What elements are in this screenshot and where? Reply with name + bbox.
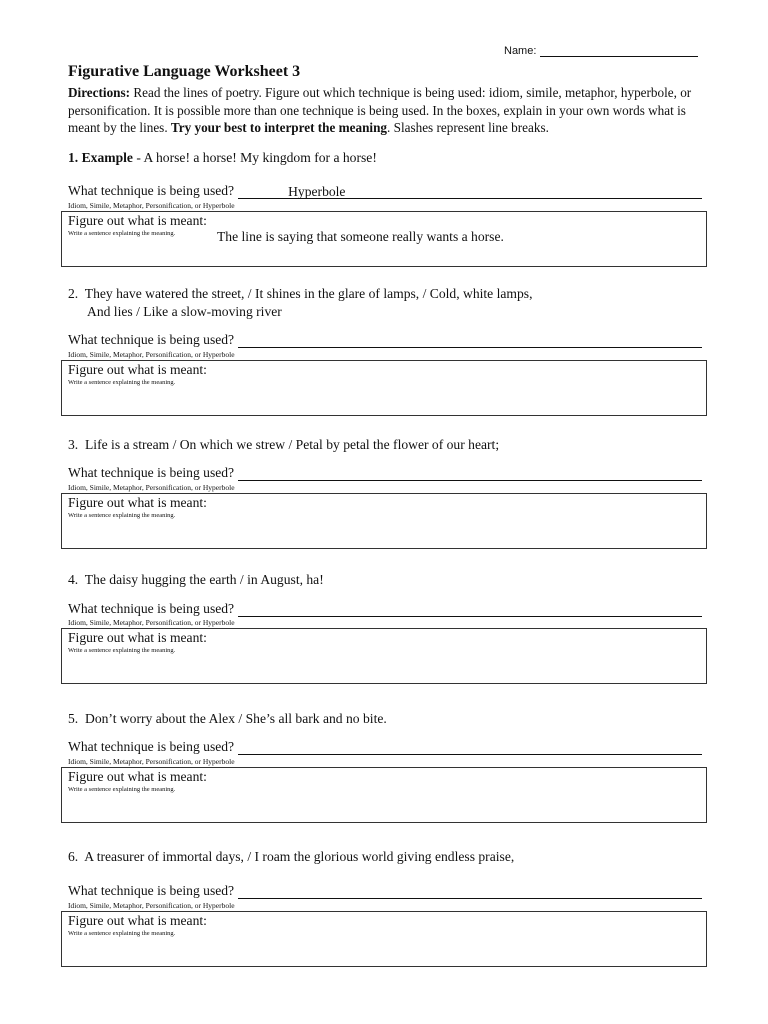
technique-answer-3[interactable] xyxy=(238,467,702,481)
meaning-box-1[interactable] xyxy=(61,211,707,267)
technique-row-2 xyxy=(68,332,702,348)
box-subtitle: Write a sentence explaining the meaning. xyxy=(68,647,176,654)
question-text: - A horse! a horse! My kingdom for a horse! xyxy=(132,150,377,165)
technique-answer-2[interactable] xyxy=(238,334,702,348)
technique-answer-5[interactable] xyxy=(238,741,702,755)
box-title: Figure out what is meant: xyxy=(68,769,207,784)
box-title: Figure out what is meant: xyxy=(68,630,207,645)
directions-label: Directions: xyxy=(68,85,131,100)
technique-hint: Idiom, Simile, Metaphor, Personification, or Hyperbole xyxy=(68,901,235,910)
meaning-box-2[interactable] xyxy=(61,360,707,416)
question-4 xyxy=(68,571,708,589)
technique-row-6 xyxy=(68,883,702,899)
directions xyxy=(68,84,708,137)
box-title: Figure out what is meant: xyxy=(68,213,207,228)
example-label: Example xyxy=(81,150,133,165)
technique-answer-4[interactable] xyxy=(238,603,702,617)
question-number: 6. xyxy=(68,849,79,864)
meaning-answer-1: The line is saying that someone really wants a horse. xyxy=(217,229,504,244)
question-text: Don’t worry about the Alex / She’s all bark and no bite. xyxy=(85,711,387,726)
name-label: Name: xyxy=(504,45,537,57)
box-title: Figure out what is meant: xyxy=(68,913,207,928)
question-1 xyxy=(68,149,708,167)
technique-answer-1[interactable]: Hyperbole xyxy=(238,185,702,199)
box-title: Figure out what is meant: xyxy=(68,362,207,377)
question-number: 2. xyxy=(68,286,79,301)
technique-hint: Idiom, Simile, Metaphor, Personification, or Hyperbole xyxy=(68,483,235,492)
question-number: 4. xyxy=(68,572,79,587)
question-number: 5. xyxy=(68,711,79,726)
technique-hint: Idiom, Simile, Metaphor, Personification, or Hyperbole xyxy=(68,618,235,627)
technique-prompt: What technique is being used? xyxy=(68,332,235,347)
technique-hint: Idiom, Simile, Metaphor, Personification, or Hyperbole xyxy=(68,201,235,210)
technique-row-4 xyxy=(68,601,702,617)
technique-hint: Idiom, Simile, Metaphor, Personification, or Hyperbole xyxy=(68,350,235,359)
name-input-line[interactable] xyxy=(540,45,698,57)
technique-prompt: What technique is being used? xyxy=(68,183,235,198)
meaning-box-6[interactable] xyxy=(61,911,707,967)
box-subtitle: Write a sentence explaining the meaning. xyxy=(68,930,176,937)
question-number: 1. xyxy=(68,150,79,165)
question-text: Life is a stream / On which we strew / Petal by petal the flower of our heart; xyxy=(85,437,500,452)
question-3 xyxy=(68,436,708,454)
box-subtitle: Write a sentence explaining the meaning. xyxy=(68,512,176,519)
name-row xyxy=(504,45,698,57)
question-text-line-2: And lies / Like a slow-moving river xyxy=(87,304,282,319)
technique-row-5 xyxy=(68,739,702,755)
box-subtitle: Write a sentence explaining the meaning. xyxy=(68,230,176,237)
technique-answer-6[interactable] xyxy=(238,885,702,899)
question-text: The daisy hugging the earth / in August, ha! xyxy=(84,572,324,587)
directions-text-2: . Slashes represent line breaks. xyxy=(387,120,549,135)
technique-prompt: What technique is being used? xyxy=(68,465,235,480)
box-subtitle: Write a sentence explaining the meaning. xyxy=(68,786,176,793)
meaning-box-5[interactable] xyxy=(61,767,707,823)
technique-row-1 xyxy=(68,183,702,199)
meaning-box-4[interactable] xyxy=(61,628,707,684)
box-subtitle: Write a sentence explaining the meaning. xyxy=(68,379,176,386)
technique-prompt: What technique is being used? xyxy=(68,601,235,616)
technique-hint: Idiom, Simile, Metaphor, Personification, or Hyperbole xyxy=(68,757,235,766)
question-number: 3. xyxy=(68,437,79,452)
technique-row-3 xyxy=(68,465,702,481)
technique-prompt: What technique is being used? xyxy=(68,883,235,898)
meaning-box-3[interactable] xyxy=(61,493,707,549)
directions-bold: Try your best to interpret the meaning xyxy=(170,120,388,135)
directions-text-1: Read the lines of poetry. Figure out which technique is being used: idiom, simile, metaphor, hyperbole, or personification. It is possible more than one technique is being used. In the boxes, explain in your own words what is meant by the lines. xyxy=(68,85,692,135)
question-5 xyxy=(68,710,708,728)
question-2 xyxy=(68,285,708,321)
question-6 xyxy=(68,848,708,866)
technique-prompt: What technique is being used? xyxy=(68,739,235,754)
box-title: Figure out what is meant: xyxy=(68,495,207,510)
worksheet-title: Figurative Language Worksheet 3 xyxy=(68,63,301,80)
question-text: A treasurer of immortal days, / I roam the glorious world giving endless praise, xyxy=(84,849,515,864)
question-text: They have watered the street, / It shines in the glare of lamps, / Cold, white lamps, xyxy=(84,286,533,301)
